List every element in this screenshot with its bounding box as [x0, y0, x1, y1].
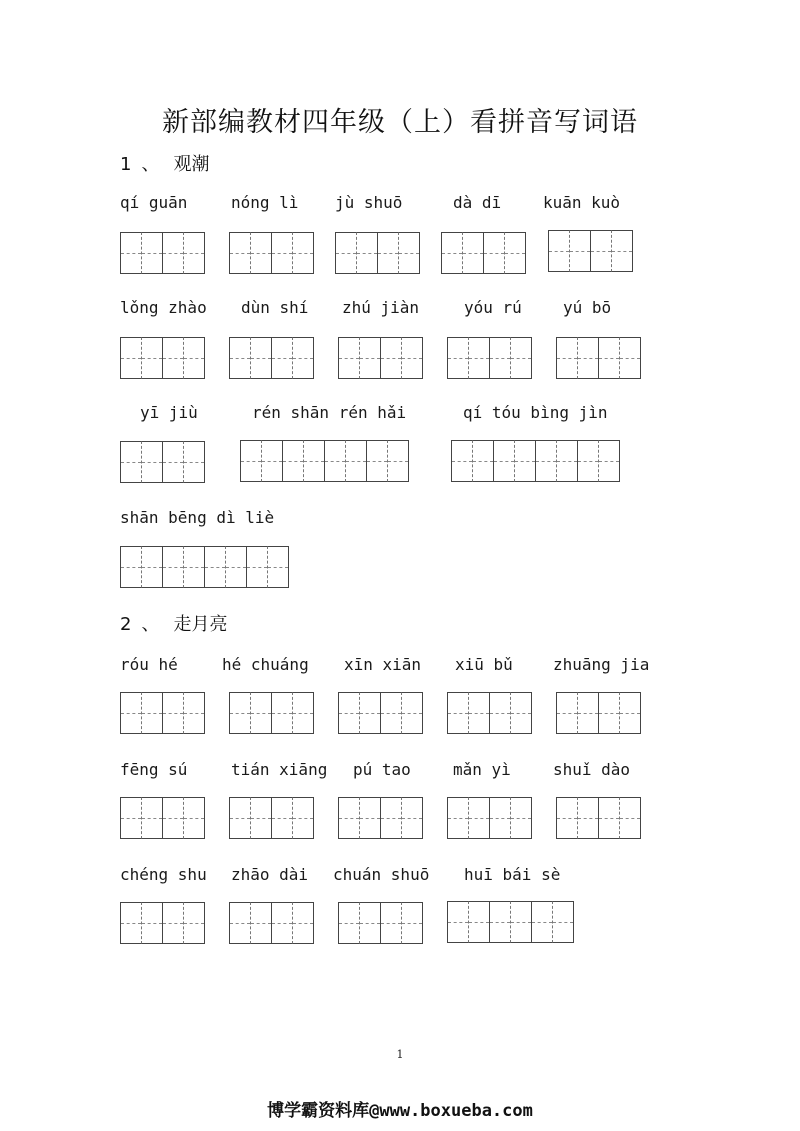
grid-cell: [339, 337, 360, 379]
writing-grid[interactable]: [447, 797, 532, 839]
grid-cell: [293, 797, 314, 839]
grid-cell: [272, 797, 293, 839]
grid-cell: [184, 337, 205, 379]
grid-cell: [484, 232, 505, 274]
grid-cell: [490, 692, 511, 734]
grid-cell: [360, 337, 381, 379]
grid-cell: [599, 337, 620, 379]
grid-cell: [163, 692, 184, 734]
grid-cell: [469, 901, 490, 943]
grid-cell: [251, 232, 272, 274]
grid-cell: [142, 797, 163, 839]
grid-cell: [599, 692, 620, 734]
grid-cell: [549, 230, 570, 272]
grid-cell: [272, 692, 293, 734]
grid-cell: [121, 337, 142, 379]
writing-grid[interactable]: [338, 797, 423, 839]
pinyin-label: chuán shuō: [333, 865, 430, 884]
grid-cell: [251, 797, 272, 839]
grid-cell: [293, 692, 314, 734]
pinyin-label: hé chuáng: [222, 655, 309, 674]
grid-cell: [448, 901, 469, 943]
section-number: 1: [120, 154, 132, 175]
grid-cell: [536, 440, 557, 482]
grid-cell: [230, 902, 251, 944]
writing-grid[interactable]: [120, 546, 289, 588]
grid-cell: [230, 797, 251, 839]
grid-cell: [532, 901, 553, 943]
grid-cell: [339, 797, 360, 839]
grid-cell: [163, 546, 184, 588]
section-name: 走月亮: [173, 614, 228, 635]
grid-cell: [262, 440, 283, 482]
grid-cell: [293, 902, 314, 944]
grid-cell: [490, 901, 511, 943]
grid-cell: [304, 440, 325, 482]
writing-grid[interactable]: [338, 692, 423, 734]
grid-cell: [557, 692, 578, 734]
grid-cell: [142, 902, 163, 944]
writing-grid[interactable]: [556, 692, 641, 734]
grid-cell: [325, 440, 346, 482]
pinyin-label: chéng shu: [120, 865, 207, 884]
grid-cell: [557, 440, 578, 482]
grid-cell: [163, 232, 184, 274]
pinyin-label: jù shuō: [335, 193, 403, 212]
grid-cell: [336, 232, 357, 274]
grid-cell: [272, 232, 293, 274]
pinyin-label: yóu rú: [464, 298, 522, 317]
writing-grid[interactable]: [120, 692, 205, 734]
grid-cell: [251, 902, 272, 944]
writing-grid[interactable]: [229, 337, 314, 379]
pinyin-label: zhú jiàn: [342, 298, 420, 317]
grid-cell: [599, 797, 620, 839]
pinyin-label: qí guān: [120, 193, 188, 212]
grid-cell: [570, 230, 591, 272]
grid-cell: [367, 440, 388, 482]
writing-grid[interactable]: [120, 902, 205, 944]
grid-cell: [469, 797, 490, 839]
grid-cell: [272, 337, 293, 379]
grid-cell: [346, 440, 367, 482]
grid-cell: [163, 797, 184, 839]
pinyin-label: dà dī: [453, 193, 502, 212]
grid-cell: [402, 692, 423, 734]
grid-cell: [463, 232, 484, 274]
grid-cell: [490, 337, 511, 379]
grid-cell: [599, 440, 620, 482]
grid-cell: [121, 902, 142, 944]
writing-grid[interactable]: [120, 797, 205, 839]
section-heading-1: [120, 150, 209, 176]
section-separator: 、: [141, 614, 160, 635]
pinyin-label: mǎn yì: [453, 760, 511, 779]
writing-grid[interactable]: [556, 797, 641, 839]
grid-cell: [578, 337, 599, 379]
grid-cell: [121, 441, 142, 483]
grid-cell: [339, 902, 360, 944]
grid-cell: [448, 797, 469, 839]
grid-cell: [399, 232, 420, 274]
page-number: 1: [396, 1048, 404, 1061]
grid-cell: [230, 337, 251, 379]
grid-cell: [620, 692, 641, 734]
pinyin-label: pú tao: [353, 760, 411, 779]
grid-cell: [360, 797, 381, 839]
writing-grid[interactable]: [335, 232, 420, 274]
grid-cell: [612, 230, 633, 272]
grid-cell: [142, 441, 163, 483]
pinyin-label: tián xiāng: [231, 760, 328, 779]
writing-grid[interactable]: [229, 797, 314, 839]
grid-cell: [142, 692, 163, 734]
grid-cell: [511, 901, 532, 943]
grid-cell: [184, 441, 205, 483]
pinyin-label: qí tóu bìng jìn: [463, 403, 608, 422]
grid-cell: [293, 337, 314, 379]
pinyin-label: yī jiù: [140, 403, 198, 422]
grid-cell: [578, 692, 599, 734]
grid-cell: [402, 337, 423, 379]
writing-grid[interactable]: [120, 441, 205, 483]
pinyin-label: zhāo dài: [231, 865, 309, 884]
grid-cell: [230, 692, 251, 734]
grid-cell: [184, 546, 205, 588]
section-name: 观潮: [173, 154, 210, 175]
pinyin-label: zhuāng jia: [553, 655, 650, 674]
writing-grid[interactable]: [229, 692, 314, 734]
writing-grid[interactable]: [338, 902, 423, 944]
grid-cell: [226, 546, 247, 588]
grid-cell: [620, 797, 641, 839]
grid-cell: [121, 232, 142, 274]
grid-cell: [511, 337, 532, 379]
pinyin-label: xīn xiān: [344, 655, 422, 674]
grid-cell: [184, 797, 205, 839]
grid-cell: [184, 692, 205, 734]
writing-grid[interactable]: [441, 232, 526, 274]
grid-cell: [360, 692, 381, 734]
grid-cell: [578, 797, 599, 839]
writing-grid[interactable]: [229, 902, 314, 944]
grid-cell: [469, 692, 490, 734]
writing-grid[interactable]: [447, 337, 532, 379]
pinyin-label: yú bō: [563, 298, 612, 317]
grid-cell: [490, 797, 511, 839]
grid-cell: [448, 337, 469, 379]
grid-cell: [553, 901, 574, 943]
grid-cell: [448, 692, 469, 734]
grid-cell: [121, 546, 142, 588]
grid-cell: [142, 546, 163, 588]
grid-cell: [283, 440, 304, 482]
section-separator: 、: [141, 154, 160, 175]
writing-grid[interactable]: [548, 230, 633, 272]
grid-cell: [360, 902, 381, 944]
section-number: 2: [120, 614, 132, 635]
grid-cell: [442, 232, 463, 274]
writing-grid[interactable]: [120, 232, 205, 274]
grid-cell: [163, 902, 184, 944]
grid-cell: [163, 441, 184, 483]
grid-cell: [591, 230, 612, 272]
grid-cell: [163, 337, 184, 379]
pinyin-label: huī bái sè: [464, 865, 561, 884]
grid-cell: [511, 797, 532, 839]
grid-cell: [381, 692, 402, 734]
writing-grid[interactable]: [120, 337, 205, 379]
pinyin-label: xiū bǔ: [455, 655, 513, 674]
grid-cell: [381, 797, 402, 839]
grid-cell: [557, 797, 578, 839]
writing-grid[interactable]: [451, 440, 620, 482]
grid-cell: [557, 337, 578, 379]
grid-cell: [205, 546, 226, 588]
writing-grid[interactable]: [240, 440, 409, 482]
grid-cell: [121, 692, 142, 734]
grid-cell: [469, 337, 490, 379]
writing-grid[interactable]: [556, 337, 641, 379]
writing-grid[interactable]: [447, 692, 532, 734]
pinyin-label: dùn shí: [241, 298, 309, 317]
grid-cell: [402, 902, 423, 944]
grid-cell: [402, 797, 423, 839]
grid-cell: [293, 232, 314, 274]
grid-cell: [620, 337, 641, 379]
grid-cell: [184, 232, 205, 274]
grid-cell: [272, 902, 293, 944]
writing-grid[interactable]: [229, 232, 314, 274]
grid-cell: [473, 440, 494, 482]
grid-cell: [184, 902, 205, 944]
grid-cell: [142, 232, 163, 274]
grid-cell: [378, 232, 399, 274]
pinyin-label: fēng sú: [120, 760, 188, 779]
grid-cell: [511, 692, 532, 734]
pinyin-label: nóng lì: [231, 193, 299, 212]
grid-cell: [251, 692, 272, 734]
grid-cell: [388, 440, 409, 482]
grid-cell: [121, 797, 142, 839]
pinyin-label: rén shān rén hǎi: [252, 403, 407, 422]
grid-cell: [494, 440, 515, 482]
grid-cell: [357, 232, 378, 274]
grid-cell: [230, 232, 251, 274]
page-title: 新部编教材四年级（上）看拼音写词语: [162, 107, 638, 138]
grid-cell: [339, 692, 360, 734]
section-heading-2: [120, 610, 227, 636]
writing-grid[interactable]: [447, 901, 574, 943]
grid-cell: [251, 337, 272, 379]
pinyin-label: shuǐ dào: [553, 760, 631, 779]
grid-cell: [268, 546, 289, 588]
grid-cell: [381, 337, 402, 379]
grid-cell: [452, 440, 473, 482]
grid-cell: [247, 546, 268, 588]
grid-cell: [578, 440, 599, 482]
footer-watermark: 博学霸资料库@www.boxueba.com: [267, 1101, 533, 1121]
grid-cell: [515, 440, 536, 482]
grid-cell: [241, 440, 262, 482]
pinyin-label: shān bēng dì liè: [120, 508, 275, 527]
writing-grid[interactable]: [338, 337, 423, 379]
grid-cell: [505, 232, 526, 274]
pinyin-label: kuān kuò: [543, 193, 621, 212]
pinyin-label: róu hé: [120, 655, 178, 674]
grid-cell: [142, 337, 163, 379]
grid-cell: [381, 902, 402, 944]
pinyin-label: lǒng zhào: [120, 298, 207, 317]
